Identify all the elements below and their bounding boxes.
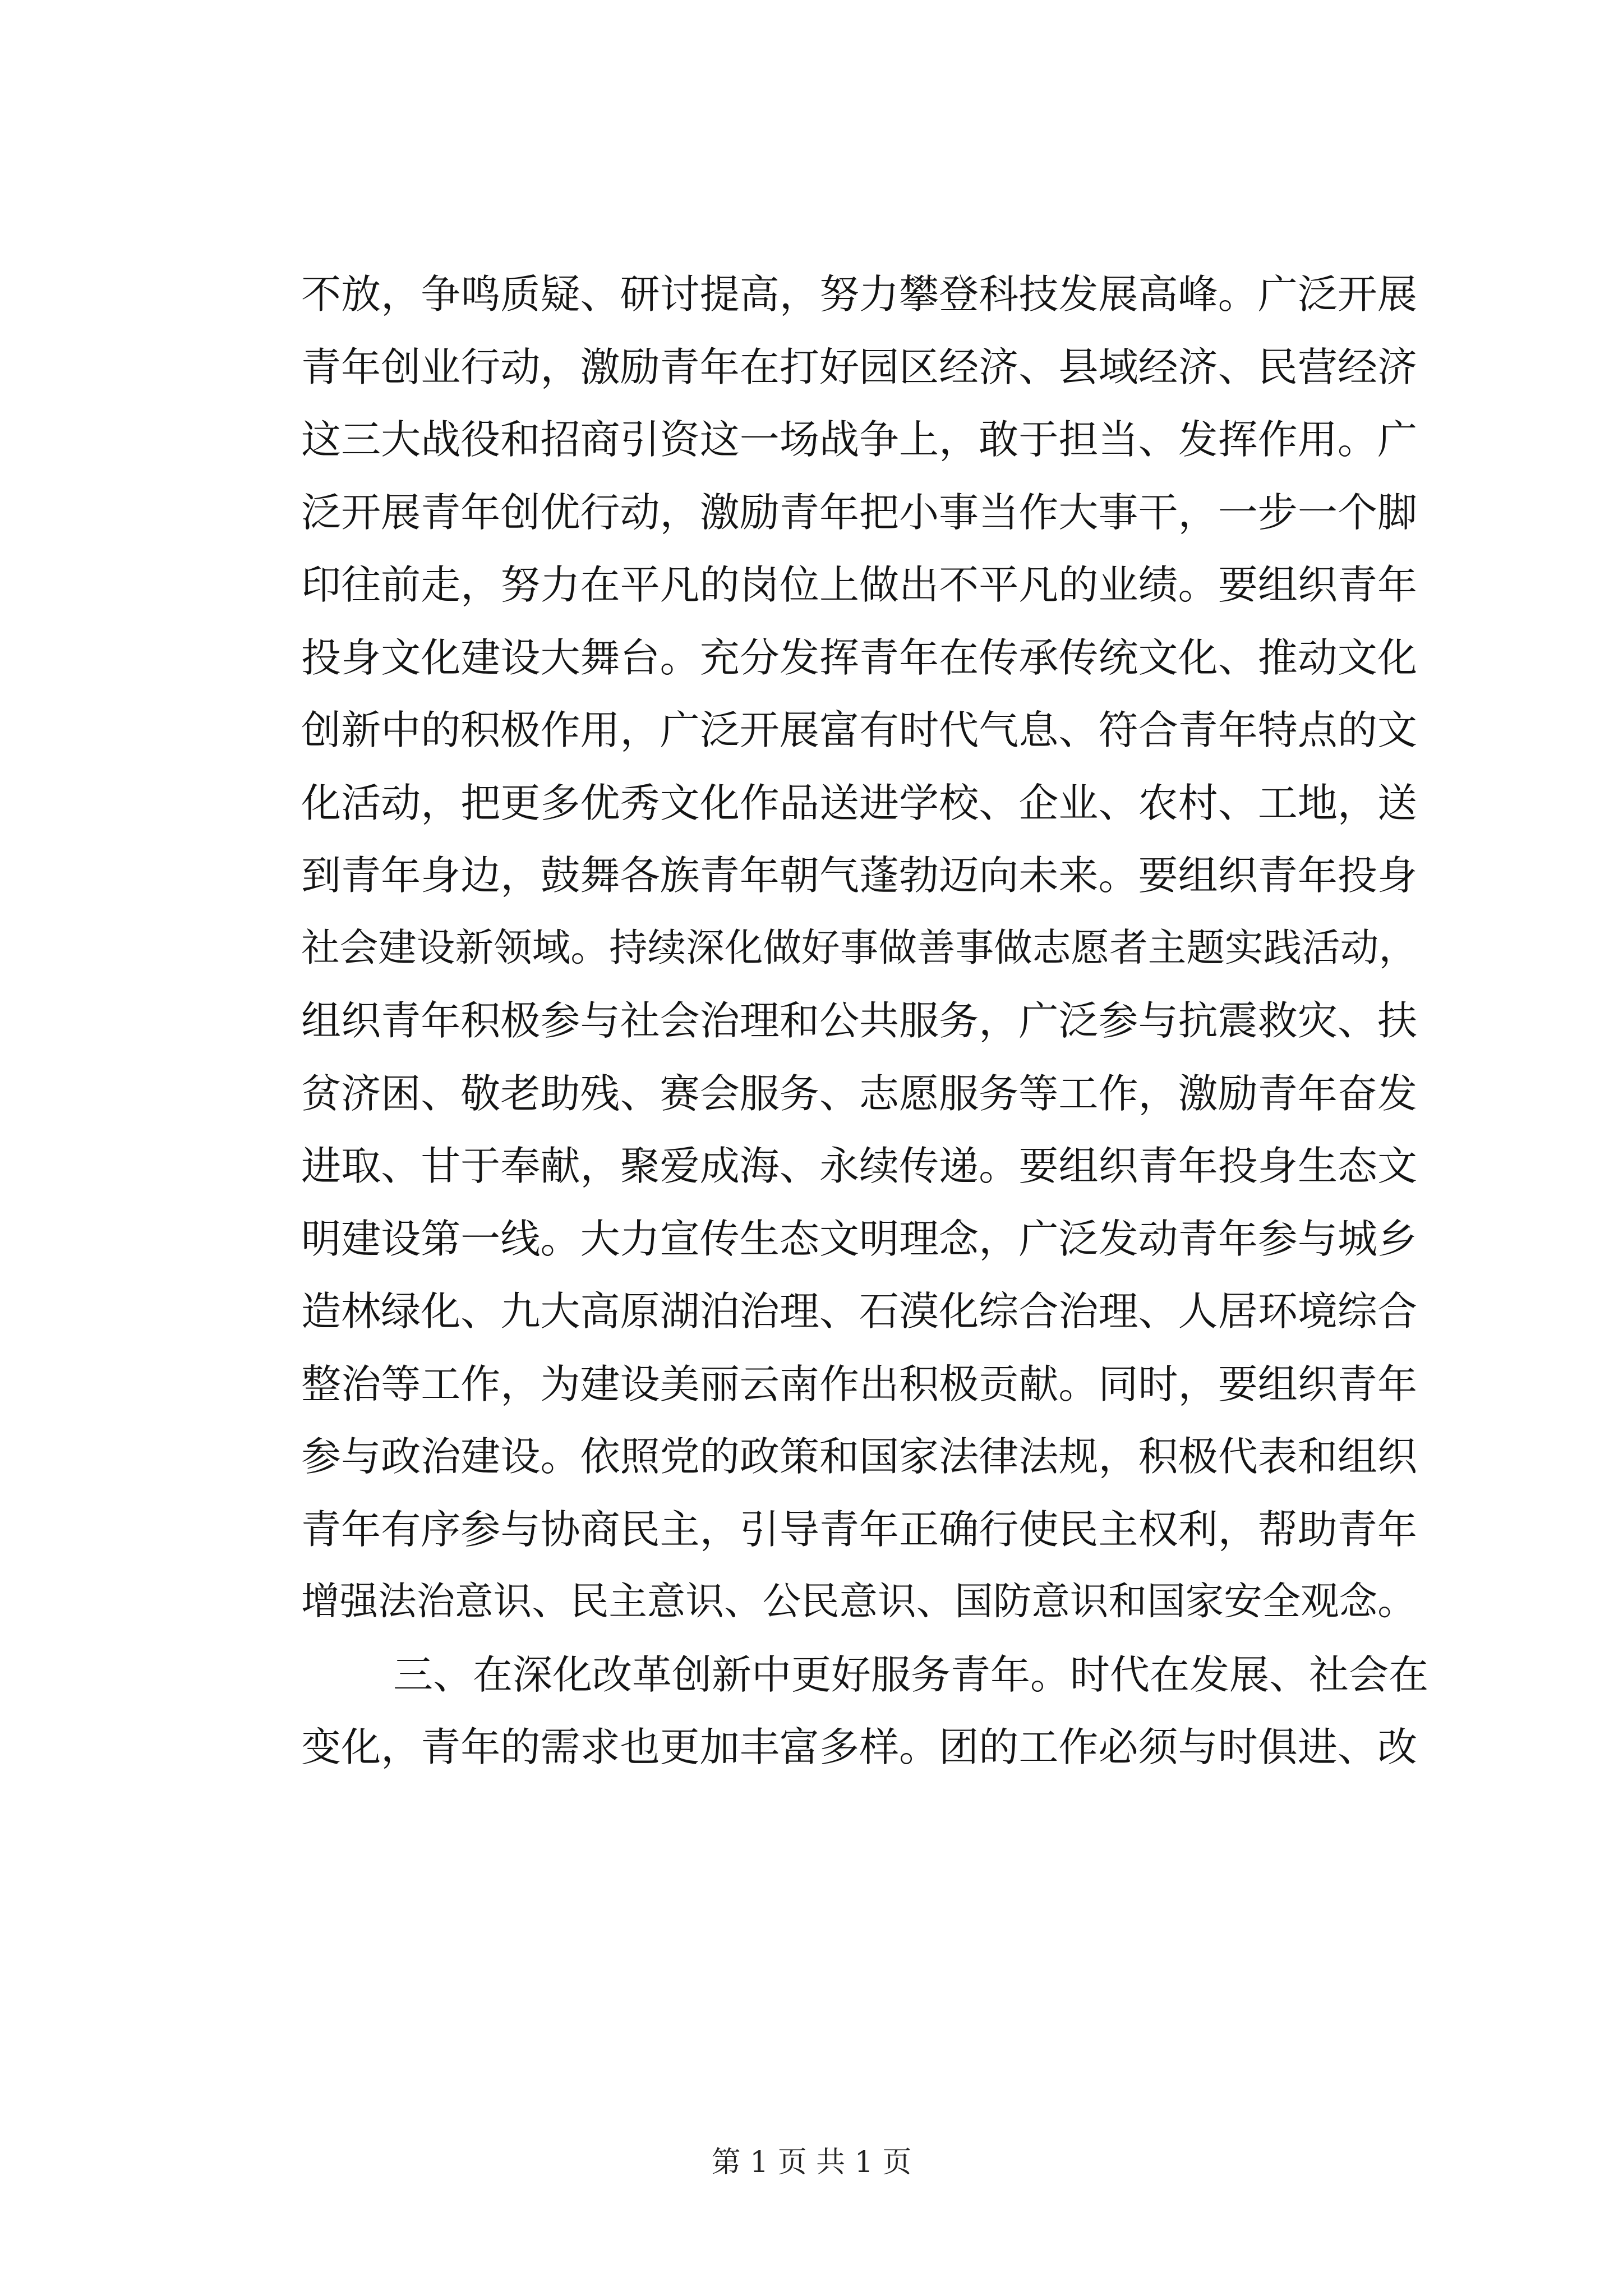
text-line: 参与政治建设。依照党的政策和国家法律法规，积极代表和组织 — [301, 1433, 1417, 1480]
text-line: 创新中的积极作用，广泛开展富有时代气息、符合青年特点的文 — [301, 707, 1417, 753]
text-line: 化活动，把更多优秀文化作品送进学校、企业、农村、工地，送 — [301, 779, 1417, 826]
text-line: 变化，青年的需求也更加丰富多样。团的工作必须与时俱进、改 — [301, 1724, 1417, 1770]
text-line: 不放，争鸣质疑、研讨提高，努力攀登科技发展高峰。广泛开展 — [301, 271, 1417, 318]
text-line: 整治等工作，为建设美丽云南作出积极贡献。同时，要组织青年 — [301, 1360, 1417, 1407]
text-line: 社会建设新领域。持续深化做好事做善事做志愿者主题实践活动， — [301, 925, 1417, 970]
text-line: 造林绿化、九大高原湖泊治理、石漠化综合治理、人居环境综合 — [301, 1288, 1417, 1335]
text-line: 这三大战役和招商引资这一场战争上，敢于担当、发挥作用。广 — [301, 416, 1417, 463]
text-line: 组织青年积极参与社会治理和公共服务，广泛参与抗震救灾、扶 — [301, 997, 1417, 1044]
paragraph-start-line: 三、在深化改革创新中更好服务青年。时代在发展、社会在 — [393, 1651, 1429, 1698]
text-line: 投身文化建设大舞台。充分发挥青年在传承传统文化、推动文化 — [301, 634, 1417, 681]
text-line: 到青年身边，鼓舞各族青年朝气蓬勃迈向未来。要组织青年投身 — [301, 852, 1417, 899]
body-text — [301, 258, 1429, 1784]
text-line: 青年创业行动，激励青年在打好园区经济、县域经济、民营经济 — [301, 343, 1417, 390]
text-line: 青年有序参与协商民主，引导青年正确行使民主权利，帮助青年 — [301, 1506, 1417, 1553]
text-line: 明建设第一线。大力宣传生态文明理念，广泛发动青年参与城乡 — [301, 1215, 1417, 1262]
text-line: 泛开展青年创优行动，激励青年把小事当作大事干，一步一个脚 — [301, 489, 1417, 536]
page-footer: 第 1 页 共 1 页 — [711, 2146, 912, 2179]
paragraph-end-line: 增强法治意识、民主意识、公民意识、国防意识和国家安全观念。 — [301, 1579, 1416, 1624]
text-line: 贫济困、敬老助残、赛会服务、志愿服务等工作，激励青年奋发 — [301, 1070, 1417, 1117]
text-line: 印往前走，努力在平凡的岗位上做出不平凡的业绩。要组织青年 — [301, 562, 1417, 608]
text-line: 进取、甘于奉献，聚爱成海、永续传递。要组织青年投身生态文 — [301, 1143, 1417, 1189]
